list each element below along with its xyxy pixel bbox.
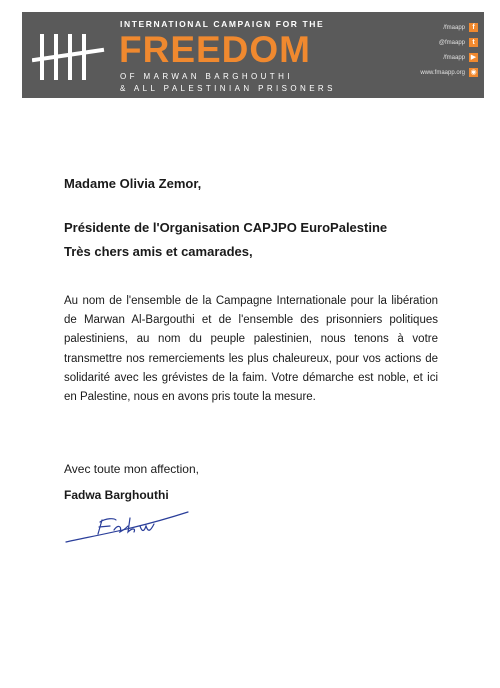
rss-icon: ◉ xyxy=(470,69,477,76)
social-youtube-text: /fmaapp xyxy=(443,54,465,61)
social-facebook[interactable] xyxy=(378,20,478,35)
body-paragraph: Au nom de l'ensemble de la Campagne Internationale pour la libération de Marwan Al-Bargouthi et de l'ensemble des prisonniers politiques palestiniens, au nom du peuple palestinien, nous tenons à votre transmettre nos remerciements les plus chaleureux, pour vos actions de solidarité avec les grévistes de la faim. Votre démarche est noble, et ici en Palestine, nous en avons pris toute la mesure. xyxy=(64,295,438,404)
org-line-1: INTERNATIONAL CAMPAIGN FOR THE xyxy=(120,19,325,29)
social-links xyxy=(378,20,478,80)
social-twitter-text: @fmaapp xyxy=(438,39,465,46)
recipient-title: Présidente de l'Organisation CAPJPO EuroPalestine xyxy=(64,220,388,235)
social-website[interactable] xyxy=(378,65,478,80)
facebook-icon: f xyxy=(469,23,478,32)
greeting: Très chers amis et camarades, xyxy=(64,244,253,259)
twitter-icon: t xyxy=(469,38,478,47)
social-facebook-text: /fmaapp xyxy=(443,24,465,31)
org-name: FREEDOM xyxy=(119,29,311,70)
org-line-3: OF MARWAN BARGHOUTHI xyxy=(120,72,293,81)
closing: Avec toute mon affection, xyxy=(64,462,199,476)
social-website-text: www.fmaapp.org xyxy=(420,69,465,76)
social-youtube[interactable] xyxy=(378,50,478,65)
handwritten-signature xyxy=(62,500,192,546)
social-twitter[interactable] xyxy=(378,35,478,50)
header-banner xyxy=(22,12,484,98)
prison-bars-logo xyxy=(32,32,110,82)
youtube-icon: ▶ xyxy=(470,54,477,61)
salutation: Madame Olivia Zemor, xyxy=(64,176,202,191)
org-line-4: & ALL PALESTINIAN PRISONERS xyxy=(120,84,336,93)
signatory-name: Fadwa Barghouthi xyxy=(64,488,169,502)
